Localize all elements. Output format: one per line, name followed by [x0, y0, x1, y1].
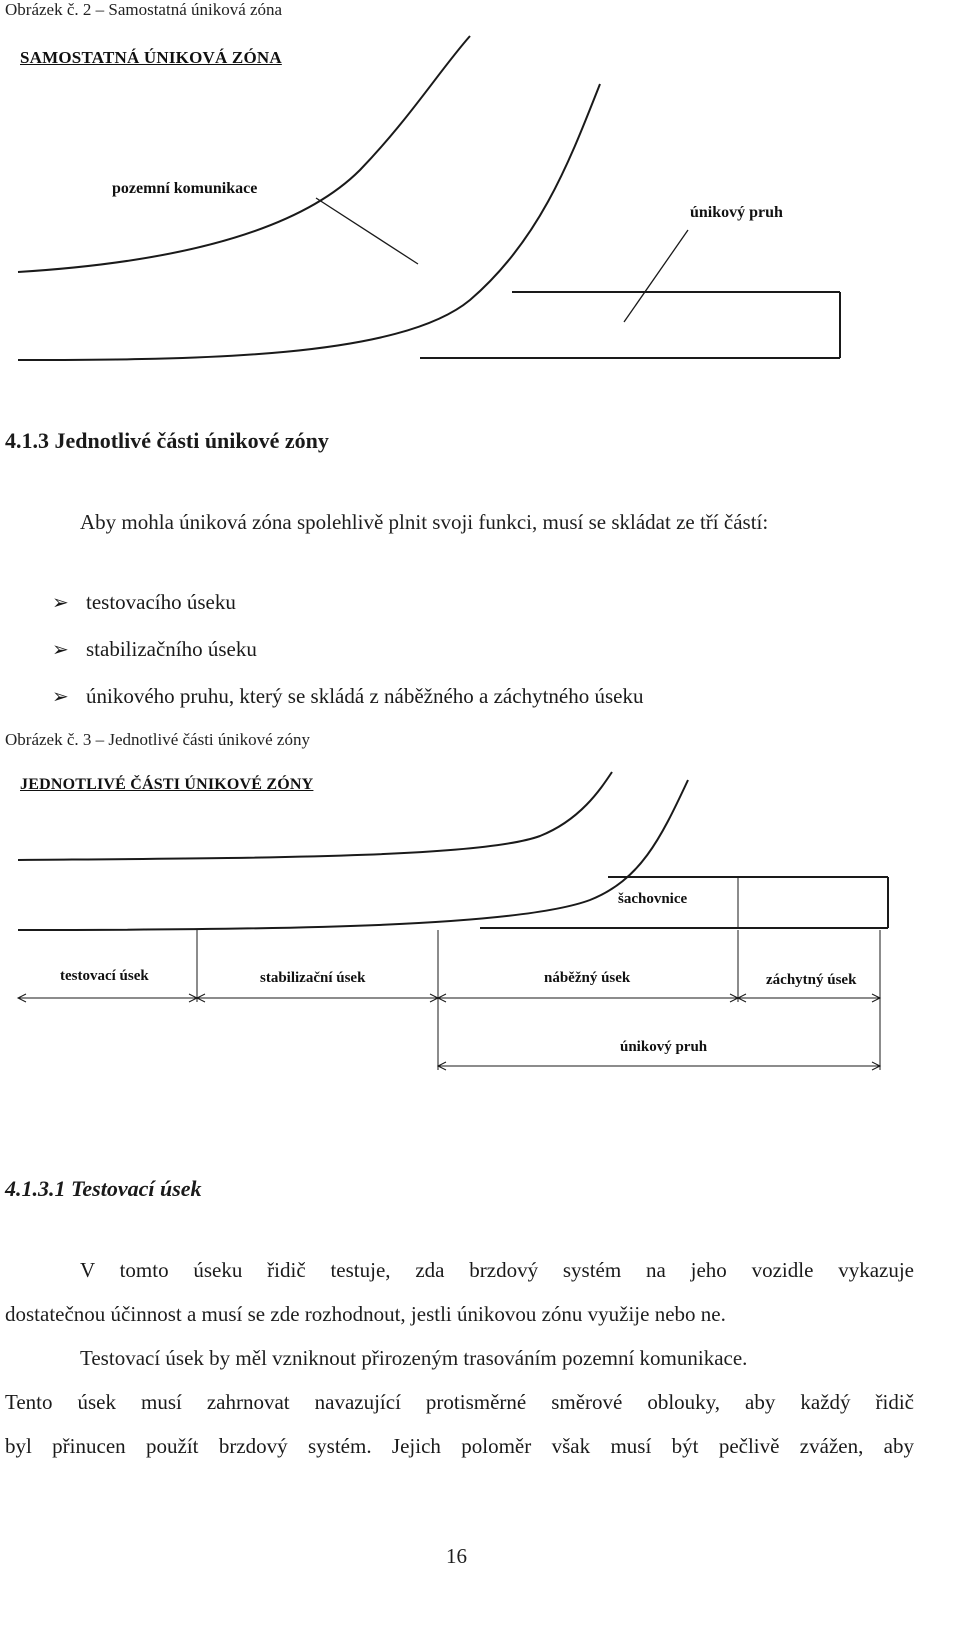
page-number: 16: [446, 1544, 467, 1568]
list-item: ➢ stabilizačního úseku: [52, 625, 643, 672]
label-run-up-section: náběžný úsek: [544, 970, 631, 986]
subsection-heading: 4.1.3.1 Testovací úsek: [5, 1176, 202, 1201]
figure-2-caption: Obrázek č. 2 – Samostatná úniková zóna: [5, 0, 283, 19]
arrow-bullet-icon: ➢: [52, 636, 69, 661]
paragraph-line: V tomto úseku řidič testuje, zda brzdový systém na jeho vozidle vykazuje: [80, 1258, 914, 1282]
paragraph-line: dostatečnou účinnost a musí se zde rozhodnout, jestli únikovou zónu využije nebo ne.: [5, 1302, 726, 1326]
paragraph-line: Tento úsek musí zahrnovat navazující protisměrné směrové oblouky, aby každý řidič: [5, 1390, 914, 1414]
section-heading: 4.1.3 Jednotlivé části únikové zóny: [5, 428, 329, 453]
figure-2-title: SAMOSTATNÁ ÚNIKOVÁ ZÓNA: [20, 48, 282, 67]
list-item: ➢ testovacího úseku: [52, 578, 643, 625]
label-test-section: testovací úsek: [60, 968, 149, 984]
label-stabilization-section: stabilizační úsek: [260, 970, 366, 986]
label-road: pozemní komunikace: [112, 180, 258, 197]
section-intro: Aby mohla úniková zóna spolehlivě plnit svoji funkci, musí se skládat ze tří částí:: [80, 510, 769, 534]
figure-3-caption: Obrázek č. 3 – Jednotlivé části únikové zóny: [5, 730, 310, 749]
arrow-bullet-icon: ➢: [52, 589, 69, 614]
paragraph-line: Testovací úsek by měl vzniknout přirozeným trasováním pozemní komunikace.: [80, 1346, 748, 1370]
label-checkerboard: šachovnice: [618, 891, 688, 907]
label-arrester-section: záchytný úsek: [766, 972, 857, 988]
figure-3-title: JEDNOTLIVÉ ČÁSTI ÚNIKOVÉ ZÓNY: [20, 776, 314, 793]
arrow-bullet-icon: ➢: [52, 683, 69, 708]
list-item: ➢ únikového pruhu, který se skládá z náběžného a záchytného úseku: [52, 672, 643, 719]
label-escape-lane-3: únikový pruh: [620, 1039, 708, 1055]
label-escape-lane: únikový pruh: [690, 204, 783, 221]
paragraph-line: byl přinucen použít brzdový systém. Jejich poloměr však musí být pečlivě zvážen, aby: [5, 1434, 914, 1458]
